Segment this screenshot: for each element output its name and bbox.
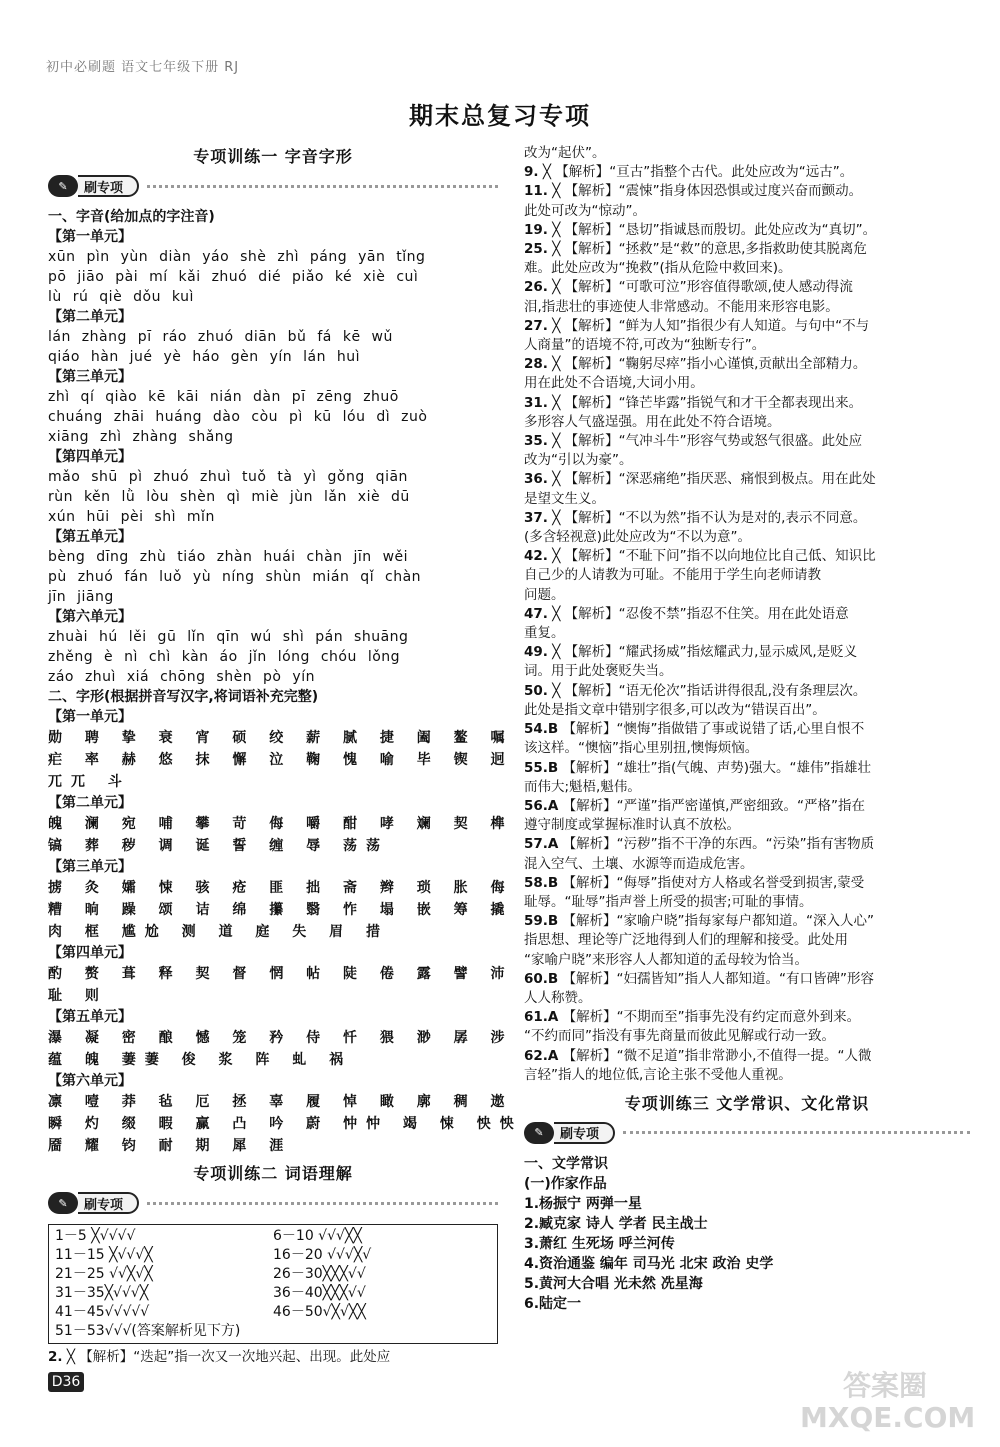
entry-line (524, 701, 970, 720)
entry-text: 【解析】“污秽”指不干净的东西。“污染”指有害物质 (562, 836, 875, 853)
entry-line (524, 240, 970, 259)
unit-label: 【第一单元】 (48, 709, 132, 725)
entry-line (524, 394, 970, 413)
entry-text: 是望文生义。 (524, 490, 605, 507)
answer-row (55, 1322, 491, 1341)
entry-text: ╳ 【解析】“拯救”是“救”的意思,多指救助使其脱离危 (552, 241, 867, 258)
entry-number: 37. (524, 509, 548, 526)
entry-text: 混入空气、土壤、水源等而造成危害。 (524, 855, 754, 872)
explanation-entry (524, 278, 970, 316)
watermark-logo: 答案圈 MXQE.COM (800, 1369, 976, 1434)
entry-number: 57.A (524, 836, 559, 853)
entry-line (524, 278, 970, 297)
entry-line (524, 163, 970, 182)
left-column (48, 144, 523, 1367)
entry-line (524, 759, 970, 778)
explanation-entry (524, 643, 970, 681)
entry-line (524, 202, 970, 221)
answer-cell: 1－5 ╳√√√√ (55, 1228, 136, 1244)
answer-cell: 21－25 √√╳√╳ (55, 1266, 153, 1282)
entry-line (524, 874, 970, 893)
unit-label: 【第六单元】 (48, 609, 132, 625)
pinyin-units (48, 227, 498, 687)
entry-line (524, 605, 970, 624)
entry-line (524, 662, 970, 681)
entry-line (524, 470, 970, 489)
lit-subtitle: (一)作家作品 (524, 1175, 607, 1192)
pinyin-line: zhěng è nì chì kàn áo jǐn lóng chóu lǒng (48, 649, 401, 665)
dotted-divider (147, 1202, 498, 1205)
explanation-entry (524, 970, 970, 1008)
entry-line (524, 835, 970, 854)
entry-text: 【解析】“侮辱”指使对方人格或名誉受到损害,蒙受 (562, 874, 865, 891)
pinyin-line: zhuài hú lěi gū lǐn qīn wú shì pán shuāng (48, 629, 409, 645)
unit-label: 【第三单元】 (48, 859, 132, 875)
hanzi-line: 凛 噎 莽 毡 厄 拯 辜 履 悼 瞰 廓 稠 遨 (48, 1094, 514, 1110)
lit-item: 4.资治通鉴 编年 司马光 北宋 政治 史学 (524, 1255, 774, 1272)
entry-number: 25. (524, 241, 548, 258)
answer-cell: 11－15 ╳√√√╳ (55, 1247, 153, 1263)
entry-text: 难。此处应改为“挽救”(指从危险中救回来)。 (524, 260, 792, 277)
pinyin-line: xūn pìn yùn diàn yáo shè zhì páng yān tǐng (48, 249, 426, 265)
answer-row (55, 1227, 491, 1246)
entry-line (524, 855, 970, 874)
entry-text: 耻辱。“耻辱”指声誉上所受的损害;可耻的事情。 (524, 893, 813, 910)
entry-number: 36. (524, 471, 548, 488)
explanation-entry (524, 912, 970, 970)
entry-number: 26. (524, 279, 548, 296)
entry-text: 言轻”指人的地位低,言论主张不受他人重视。 (524, 1066, 792, 1083)
entry-text: 用在此处不合语境,大词小用。 (524, 375, 704, 392)
section-title-1: 专项训练一 字音字形 (193, 147, 353, 166)
right-column (524, 144, 970, 1314)
entry-line (524, 490, 970, 509)
entry-line (524, 682, 970, 701)
entry-text: 人人称赞。 (524, 989, 592, 1006)
explanation-entry (524, 835, 970, 873)
entry-text: 词。用于此处褒贬失当。 (524, 663, 673, 680)
entry-number: 59.B (524, 913, 559, 930)
entry-text: “家喻户晓”来形容人人都知道的孟母较为恰当。 (524, 951, 808, 968)
part-title-hanzi: 二、字形(根据拼音写汉字,将词语补充完整) (48, 689, 319, 705)
entry-text: 【解析】“家喻户晓”指每家每户都知道。“深入人心” (562, 913, 874, 930)
entry-text: ╳ 【解析】“忍俊不禁”指忍不住笑。用在此处语意 (552, 605, 849, 622)
entry-number: 49. (524, 644, 548, 661)
explanation-entry (524, 355, 970, 393)
entry-number: 19. (524, 221, 548, 238)
entry-text: 人商量”的语境不符,可改为“独断专行”。 (524, 337, 766, 354)
brush-icon: ✎ (48, 1192, 78, 1214)
entry-line (524, 182, 970, 201)
answer-row (55, 1246, 491, 1265)
explanation-entry (524, 163, 970, 182)
pinyin-line: xiāng zhì zhàng shǎng (48, 429, 234, 445)
entry-line (524, 259, 970, 278)
entry-text: ╳ 【解析】“不以为然”指不认为是对的,表示不同意。 (552, 509, 867, 526)
explanation-entry (524, 221, 970, 240)
banner-label: 刷专项 (78, 175, 139, 197)
entry-line (524, 1008, 970, 1027)
hanzi-units (48, 707, 523, 1157)
page-number: D36 (48, 1372, 84, 1392)
unit-label: 【第四单元】 (48, 945, 132, 961)
lit-item: 5.黄河大合唱 光未然 冼星海 (524, 1275, 703, 1292)
entry-text: ╳ 【解析】“震悚”指身体因恐惧或过度兴奋而颤动。 (552, 183, 863, 200)
unit-label: 【第五单元】 (48, 529, 132, 545)
entry-number: 11. (524, 183, 548, 200)
explanation-entry (524, 547, 970, 605)
hanzi-line: 肉 框 尴尬 测 道 庭 失 眉 措 (48, 924, 389, 940)
unit-label: 【第一单元】 (48, 229, 132, 245)
explanation-entry (524, 605, 970, 643)
page-title: 期末总复习专项 (409, 102, 591, 130)
entry-text: ╳ 【解析】“深恶痛绝”指厌恶、痛恨到极点。用在此处 (552, 471, 876, 488)
entry-line (524, 451, 970, 470)
answer-cell: 36－40╳╳╳√√ (273, 1285, 366, 1301)
hanzi-line: 靥 耀 钧 耐 期 犀 涯 (48, 1138, 293, 1154)
pinyin-line: zhì qí qiào kē kāi nián dàn pī zēng zhuō (48, 389, 399, 405)
explanation-entry (524, 394, 970, 432)
practice-banner-2 (48, 1190, 498, 1216)
entry-line (524, 624, 970, 643)
entry-text: ╳ 【解析】“亘古”指整个古代。此处应改为“远古”。 (542, 164, 854, 181)
brush-icon: ✎ (524, 1122, 554, 1144)
practice-banner (48, 173, 498, 199)
entry-text: ╳ 【解析】“鞠躬尽瘁”指小心谨慎,贡献出全部精力。 (552, 356, 867, 373)
answer-cell: 6－10 √√√╳╳ (273, 1228, 362, 1244)
entry-number: 28. (524, 356, 548, 373)
entry-text: ╳ 【解析】“耀武扬威”指炫耀武力,显示威风,是贬义 (552, 644, 858, 661)
entry-line (524, 778, 970, 797)
practice-banner-3 (524, 1120, 970, 1146)
explanation-entry (524, 317, 970, 355)
entry-number: 42. (524, 548, 548, 565)
hanzi-line: 兀兀 斗 (48, 774, 131, 790)
pinyin-line: lù rú qiè dǒu kuì (48, 289, 194, 305)
answer-cell: 41－45√√√√√ (55, 1304, 150, 1320)
entry-line (524, 547, 970, 566)
answer-cell: 46－50√╳√╳╳ (273, 1304, 366, 1320)
entry-line (524, 893, 970, 912)
entry-text: ╳ 【解析】“不耻下问”指不以向地位比自己低、知识比 (552, 548, 876, 565)
entry-line (524, 509, 970, 528)
entry-text: 指思想、理论等广泛地得到人们的理解和接受。此处用 (524, 932, 848, 949)
unit-label: 【第三单元】 (48, 369, 132, 385)
entry-number: 50. (524, 682, 548, 699)
entry-text: 此处可改为“惊动”。 (524, 202, 646, 219)
hanzi-line: 蕴 魄 萋萋 俊 浆 阵 虬 祸 (48, 1052, 353, 1068)
answer-cell: 31－35╳√√√╳ (55, 1285, 149, 1301)
entry-text: 【解析】“雄壮”指(气魄、声势)强大。“雄伟”指雄壮 (562, 759, 872, 776)
answer-cell: 16－20 √√√╳√ (273, 1247, 372, 1263)
entry-text: 改为“起伏”。 (524, 145, 606, 161)
explanation-entry (524, 682, 970, 720)
answer-cell: 51－53√√√(答案解析见下方) (55, 1323, 241, 1339)
entry-number: 60.B (524, 970, 559, 987)
running-header: 初中必刷题 语文七年级下册 RJ (46, 60, 240, 75)
answer-row (55, 1303, 491, 1322)
pinyin-line: mǎo shū pì zhuó zhuì tuǒ tà yì gǒng qiān (48, 469, 408, 485)
pinyin-line: chuáng zhāi huáng dào còu pì kū lóu dì zuò (48, 409, 428, 425)
entry-line (524, 1047, 970, 1066)
hanzi-line: 魄 澜 宛 哺 攀 苛 侮 嚼 酣 哮 斓 契 榫 (48, 816, 514, 832)
entry-text: ╳ 【解析】“鲜为人知”指很少有人知道。与句中“不与 (552, 317, 870, 334)
pinyin-line: záo zhuì xiá chōng shèn pò yín (48, 669, 315, 685)
entry-text: ╳ 【解析】“迭起”指一次又一次地兴起、出现。此处应 (66, 1349, 391, 1365)
hanzi-line: 酌 赘 葺 释 契 督 惘 帖 陡 倦 露 譬 沛 (48, 966, 514, 982)
entry-line (524, 931, 970, 950)
entry-line (524, 144, 970, 163)
unit-label: 【第二单元】 (48, 795, 132, 811)
entry-text: 改为“引以为豪”。 (524, 452, 633, 469)
entry-line (524, 413, 970, 432)
hanzi-line: 掳 灸 孀 悚 骇 疮 匪 拙 斋 辫 琐 胀 侮 (48, 880, 514, 896)
entry-line (524, 720, 970, 739)
entry-line (524, 1027, 970, 1046)
entry-text: 自己少的人请教为可耻。不能用于学生向老师请教 (524, 567, 821, 584)
entry-text: 重复。 (524, 625, 565, 642)
entry-text: 【解析】“懊悔”指做错了事或说错了话,心里自恨不 (562, 721, 865, 738)
entry-line (524, 739, 970, 758)
entry-text: 多形容人气盛逞强。用在此处不符合语境。 (524, 413, 781, 430)
entry-text: 遵守制度或掌握标准时认真不放松。 (524, 817, 740, 834)
entry-text: ╳ 【解析】“气冲斗牛”形容气势或怒气很盛。此处应 (552, 433, 863, 450)
entry-number: 56.A (524, 797, 559, 814)
lit-item: 1.杨振宁 两弹一星 (524, 1195, 642, 1212)
entry-number: 54.B (524, 721, 559, 738)
explanation-entry (524, 240, 970, 278)
entry-text: ╳ 【解析】“恳切”指诚恳而殷切。此处应改为“真切”。 (552, 221, 877, 238)
pinyin-line: xún hūi pèi shì mǐn (48, 509, 215, 525)
entry-line (524, 528, 970, 547)
hanzi-line: 耻 则 (48, 988, 108, 1004)
entry-text: 泪,指悲壮的事迹使人非常感动。不能用来形容电影。 (524, 298, 839, 315)
entry-line (524, 989, 970, 1008)
unit-label: 【第五单元】 (48, 1009, 132, 1025)
hanzi-line: 疟 率 赫 悠 抹 懈 泣 鞠 愧 喻 毕 锲 迥 (48, 752, 514, 768)
entry-number: 2. (48, 1349, 63, 1365)
entry-text: ╳ 【解析】“锋芒毕露”指锐气和才干全都表现出来。 (552, 394, 863, 411)
entry-text: (多含轻视意)此处应改为“不以为意”。 (524, 529, 752, 546)
entry-number: 35. (524, 433, 548, 450)
section-title-3: 专项训练三 文学常识、文化常识 (624, 1093, 870, 1113)
lit-items (524, 1194, 970, 1314)
entry-number: 9. (524, 164, 539, 181)
unit-label: 【第四单元】 (48, 449, 132, 465)
answer-key-box (48, 1224, 498, 1344)
lit-item: 3.萧红 生死场 呼兰河传 (524, 1235, 675, 1252)
unit-label: 【第六单元】 (48, 1073, 132, 1089)
entry-number: 55.B (524, 759, 559, 776)
entry-text: 该这样。“懊恼”指心里别扭,懊悔烦恼。 (524, 740, 759, 757)
hanzi-line: 瀑 凝 密 酿 憾 笼 矜 侍 忏 猥 渺 孱 涉 (48, 1030, 514, 1046)
entry-text: 【解析】“严谨”指严密谨慎,严密细致。“严格”指在 (562, 797, 865, 814)
pinyin-line: qiáo hàn jué yè háo gèn yín lán huì (48, 349, 361, 365)
entry-line (524, 816, 970, 835)
entry-line (524, 221, 970, 240)
entry-line (524, 566, 970, 585)
explanation-entry (524, 432, 970, 470)
explanation-entry (524, 1008, 970, 1046)
hanzi-line: 糟 晌 躁 颂 诘 绵 攥 翳 怍 塌 嵌 筹 撬 (48, 902, 514, 918)
lit-title: 一、文学常识 (524, 1155, 608, 1172)
answer-row (55, 1284, 491, 1303)
entry-text: 【解析】“微不足道”指非常渺小,不值得一提。“人微 (562, 1047, 872, 1064)
entry-number: 58.B (524, 874, 559, 891)
entry-line (524, 970, 970, 989)
entry-line (524, 374, 970, 393)
answer-cell: 26－30╳╳╳√√ (273, 1266, 366, 1282)
explanation-entry (524, 470, 970, 508)
answer-row (55, 1265, 491, 1284)
entry-number: 61.A (524, 1009, 559, 1026)
entry-line (524, 643, 970, 662)
entry-line (524, 336, 970, 355)
section-title-2: 专项训练二 词语理解 (193, 1164, 353, 1183)
dotted-divider (623, 1131, 970, 1134)
entry-line (524, 797, 970, 816)
banner-label: 刷专项 (554, 1122, 615, 1144)
hanzi-line: 瞬 灼 缀 暇 赢 凸 吟 蔚 忡忡 竭 悚 怏怏 (48, 1116, 523, 1132)
hanzi-line: 勋 聘 挚 衰 宵 硕 绞 薪 腻 捷 阖 鳌 嘱 (48, 730, 514, 746)
part-title-pinyin: 一、字音(给加点的字注音) (48, 209, 215, 225)
entry-line (524, 951, 970, 970)
pinyin-line: pō jiāo pài mí kǎi zhuó dié piǎo ké xiè cuì (48, 269, 419, 285)
banner-label: 刷专项 (78, 1192, 139, 1214)
explanation-entry (524, 874, 970, 912)
entry-number: 27. (524, 317, 548, 334)
hanzi-line: 镐 葬 秽 调 诞 誓 缠 辱 荡荡 (48, 838, 389, 854)
entry-line (524, 298, 970, 317)
pinyin-line: bèng dīng zhù tiáo zhàn huái chàn jīn wěi (48, 549, 409, 565)
lit-item: 2.臧克家 诗人 学者 民主战士 (524, 1215, 708, 1232)
explanation-entry (524, 509, 970, 547)
entry-text: 【解析】“不期而至”指事先没有约定而意外到来。 (562, 1009, 861, 1026)
entry-line (524, 317, 970, 336)
explanation-entry (524, 1047, 970, 1085)
entry-line (524, 586, 970, 605)
entry-number: 62.A (524, 1047, 559, 1064)
entry-line (524, 1066, 970, 1085)
pinyin-line: lán zhàng pī ráo zhuó diān bǔ fá kē wǔ (48, 329, 393, 345)
entry-text: 而伟大;魁梧,魁伟。 (524, 778, 641, 795)
explanation-list (524, 144, 970, 1085)
brush-icon: ✎ (48, 175, 78, 197)
entry-text: ╳ 【解析】“可歌可泣”形容值得歌颂,使人感动得流 (552, 279, 853, 296)
pinyin-line: rùn kěn lǜ lòu shèn qì miè jùn lǎn xiè dū (48, 489, 410, 505)
entry-line (524, 432, 970, 451)
entry-text: 问题。 (524, 586, 565, 603)
lit-item: 6.陆定一 (524, 1295, 582, 1312)
explanation-entry (524, 144, 970, 163)
entry-text: 此处是指文章中错别字很多,可以改为“错误百出”。 (524, 701, 826, 718)
entry-text: 【解析】“妇孺皆知”指人人都知道。“有口皆碑”形容 (562, 970, 874, 987)
entry-text: ╳ 【解析】“语无伦次”指话讲得很乱,没有条理层次。 (552, 682, 867, 699)
entry-2 (48, 1348, 498, 1367)
entry-line (524, 912, 970, 931)
dotted-divider (147, 185, 498, 188)
explanation-entry (524, 797, 970, 835)
pinyin-line: pù zhuó fán luǒ yù níng shùn mián qǐ chàn (48, 569, 422, 585)
explanation-entry (524, 759, 970, 797)
entry-number: 47. (524, 605, 548, 622)
answer-cell (273, 1322, 491, 1341)
entry-line (524, 355, 970, 374)
unit-label: 【第二单元】 (48, 309, 132, 325)
explanation-entry (524, 720, 970, 758)
explanation-entry (524, 182, 970, 220)
pinyin-line: jīn jiāng (48, 589, 114, 605)
entry-number: 31. (524, 394, 548, 411)
entry-text: “不约而同”指没有事先商量而彼此见解或行动一致。 (524, 1028, 835, 1045)
